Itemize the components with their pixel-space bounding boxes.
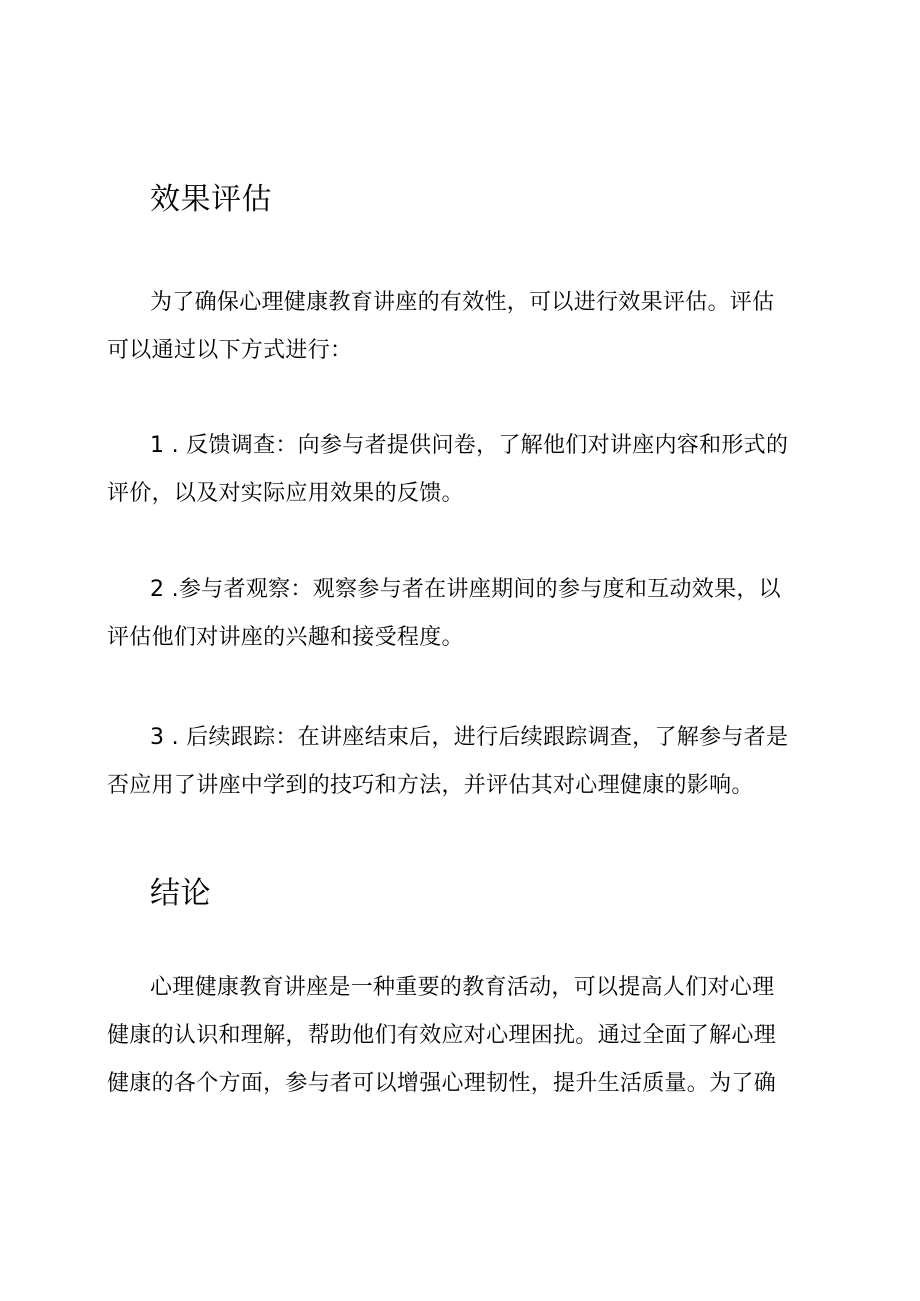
- paragraph-conclusion: [107, 964, 823, 1108]
- list-item-follow-up-tracking: [107, 714, 823, 810]
- text-line: 心理健康教育讲座是一种重要的教育活动，可以提高人们对心理: [150, 975, 775, 1000]
- text-line: 健康的认识和理解，帮助他们有效应对心理困扰。通过全面了解心理: [107, 1023, 777, 1048]
- text-line: 健康的各个方面，参与者可以增强心理韧性，提升生活质量。为了确: [107, 1071, 777, 1096]
- list-item-participant-observation: [107, 566, 823, 662]
- text-line: 3 . 后续跟踪：在讲座结束后，进行后续跟踪调查，了解参与者是: [150, 725, 789, 750]
- list-item-feedback-survey: [107, 422, 823, 518]
- text-line: 为了确保心理健康教育讲座的有效性，可以进行效果评估。评估: [150, 290, 775, 315]
- text-line: 评价，以及对实际应用效果的反馈。: [107, 481, 464, 506]
- text-line: 1 . 反馈调查：向参与者提供问卷，了解他们对讲座内容和形式的: [150, 433, 789, 458]
- text-line: 评估他们对讲座的兴趣和接受程度。: [107, 625, 464, 650]
- text-line: 否应用了讲座中学到的技巧和方法，并评估其对心理健康的影响。: [107, 773, 754, 798]
- text-line: 可以通过以下方式进行：: [107, 338, 353, 363]
- paragraph-evaluation-intro: [107, 279, 823, 375]
- text-line: 2 .参与者观察：观察参与者在讲座期间的参与度和互动效果，以: [150, 577, 781, 602]
- section-heading-conclusion: 结论: [150, 876, 211, 911]
- section-heading-evaluation: 效果评估: [150, 182, 272, 217]
